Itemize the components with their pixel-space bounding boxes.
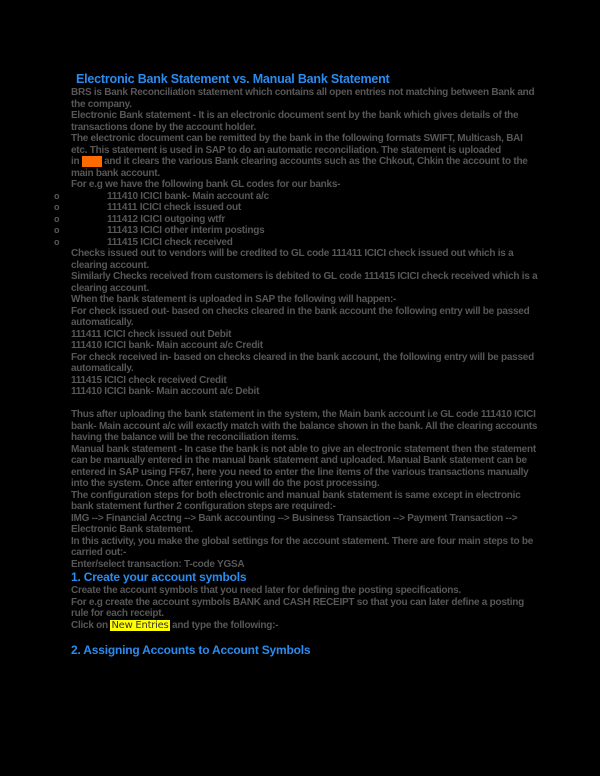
list-item (54, 213, 541, 226)
bullet-circle-icon: o (54, 213, 60, 224)
paragraph-sap-upload (71, 156, 541, 179)
bullet-circle-icon: o (54, 225, 60, 235)
list-item (54, 225, 541, 237)
img-menu-path: IMG --> Financial Acctng --> Bank accounting --> Business Transaction --> Payment Transaction --> Electronic Bank statement. (71, 512, 518, 535)
gl-code-list (54, 190, 541, 249)
list-item (54, 236, 541, 249)
click-prefix: Click on (71, 619, 111, 631)
paragraph-brs: BRS is Bank Reconciliation statement which contains all open entries not matching between Bank and the company. (71, 87, 535, 110)
paragraph-check-received-entry: For check received in- based on checks cleared in the bank account, the following entry will be passed automatically. (71, 351, 534, 374)
entry-line: 111411 ICICI check issued out Debit (71, 328, 232, 340)
sap-suffix: and it clears the various Bank clearing accounts such as the Chkout, Chkin the account to the main bank account. (71, 156, 528, 179)
paragraph-check-issued-entry: For check issued out- based on checks cleared in the bank account the following entry will be passed automatically. (71, 305, 530, 328)
paragraph-checks-issued: Checks issued out to vendors will be credited to GL code 111411 ICICI check issued out which is a clearing account. (71, 248, 514, 271)
section-1-heading: 1. Create your account symbols (71, 570, 247, 584)
gl-code-text: 111412 ICICI outgoing wtfr (107, 213, 225, 225)
section-2-heading: 2. Assigning Accounts to Account Symbols (71, 642, 311, 657)
gl-intro: For e.g we have the following bank GL codes for our banks- (71, 179, 341, 190)
entry-line: 111415 ICICI check received Credit (71, 374, 227, 386)
gl-code-text: 111415 ICICI check received (107, 236, 233, 248)
blank-line (71, 398, 541, 410)
sap-highlight: SAP (81, 156, 102, 167)
bullet-circle-icon: o (54, 190, 60, 201)
transaction-code-line: Enter/select transaction: T-code YGSA (71, 558, 245, 570)
entry-line: 111410 ICICI bank- Main account a/c Debit (71, 386, 260, 397)
document-title: Electronic Bank Statement vs. Manual Bank Statement (76, 72, 390, 86)
paragraph-upload-happens: When the bank statement is uploaded in SAP the following will happen:- (71, 294, 397, 305)
entry-line: 111410 ICICI bank- Main account a/c Credit (71, 340, 263, 351)
paragraph-after-upload: Thus after uploading the bank statement in the system, the Main bank account i.e GL code 111410 ICICI bank- Main account a/c will exactly match with the balance shown in the bank. All the clearing accounts having the balance will be the reconciliation items. (71, 409, 538, 443)
click-instruction (71, 620, 541, 632)
paragraph-formats: The electronic document can be remitted by the bank in the following formats SWIFT, Multicash, BAI etc. This statement is used in SAP to do an automatic reconciliation. The statement is uploaded (71, 133, 523, 156)
list-item (54, 190, 541, 203)
document-content (54, 72, 541, 658)
paragraph-electronic-statement: Electronic Bank statement - It is an electronic document sent by the bank which gives details of the transactions done by the account holder. (71, 110, 519, 133)
section-1-line: Create the account symbols that you need later for defining the posting specifications. (71, 585, 461, 596)
paragraph-checks-received: Similarly Checks received from customers is debited to GL code 111415 ICICI check received which is a clearing account. (71, 271, 538, 294)
bullet-circle-icon: o (54, 236, 60, 247)
list-item (54, 202, 541, 214)
paragraph-global-settings: In this activity, you make the global settings for the account statement. There are four main steps to be carried out:- (71, 535, 534, 558)
sap-prefix: in (71, 156, 82, 167)
click-suffix: and type the following:- (169, 619, 279, 631)
gl-code-text: 111410 ICICI bank- Main account a/c (107, 190, 269, 202)
blank-line (71, 631, 541, 643)
new-entries-highlight: New Entries (111, 619, 169, 631)
paragraph-config-steps: The configuration steps for both electronic and manual bank statement is same except in electronic bank statement further 2 configuration steps are required:- (71, 489, 521, 512)
paragraph-manual-statement: Manual bank statement - In case the bank is not able to give an electronic statement then the statement can be manually entered in the manual bank statement and uploaded. Manual Bank statement can be entered in SAP using FF67, here you need to enter the line items of the various transactions manually into the system. Once after entering you will do the post processing. (71, 443, 536, 489)
gl-code-text: 111413 ICICI other interim postings (107, 225, 265, 236)
gl-code-text: 111411 ICICI check issued out (107, 202, 241, 213)
section-1-line: For e.g create the account symbols BANK and CASH RECEIPT so that you can later define a posting rule for each receipt. (71, 596, 525, 619)
bullet-circle-icon: o (54, 202, 60, 212)
